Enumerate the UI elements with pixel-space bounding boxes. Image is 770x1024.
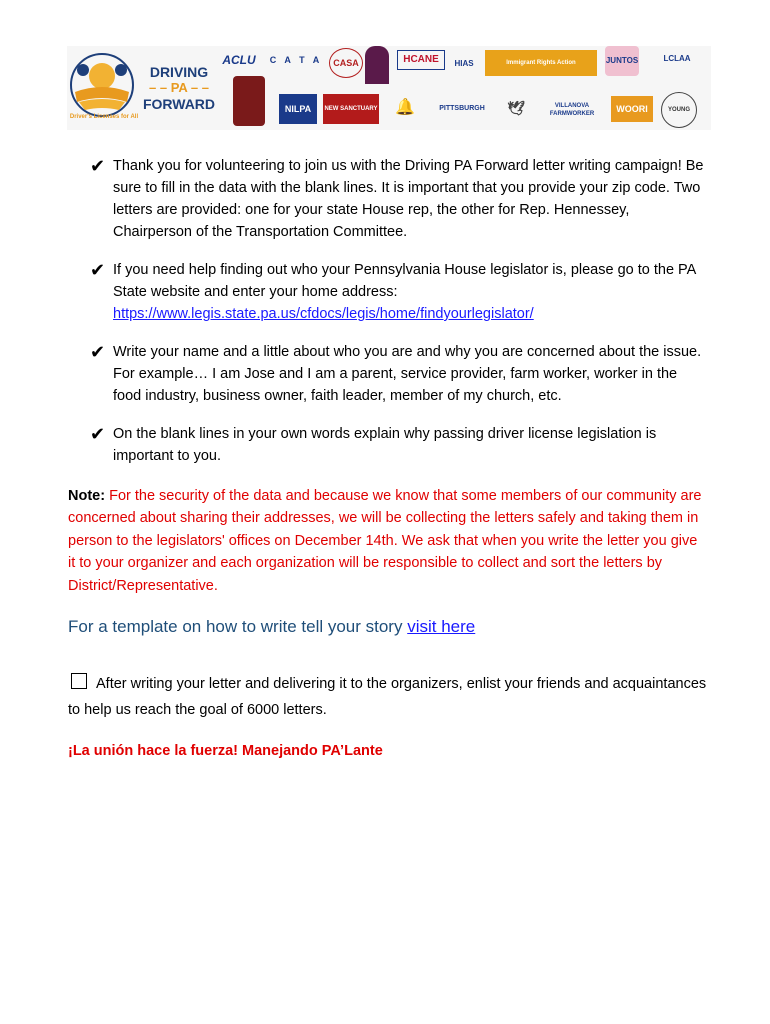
aclu-logo: ACLU xyxy=(222,53,256,67)
bullet-1-text: Thank you for volunteering to join us with the Driving PA Forward letter writing campaign! Be sure to fill in the data with the blank lines. It is important that you provide your zip code. Two letters are provided: one for your state House rep, the other for Rep. Hennessey, Chairperson of the Transportation Committee. xyxy=(113,158,704,240)
casa-logo: CASA xyxy=(329,48,363,78)
church-logo xyxy=(365,46,389,84)
checkmark-icon: ✔ xyxy=(90,156,106,176)
juntos-logo: JUNTOS xyxy=(605,46,639,76)
bullet-2 xyxy=(68,259,708,325)
pfpc-logo: PITTSBURGH xyxy=(439,105,485,112)
visit-here-link[interactable]: visit here xyxy=(407,617,476,637)
bullet-2-text: If you need help finding out who your Pennsylvania House legislator is, please go to the PA State website and enter your home address: xyxy=(113,262,696,300)
bell-logo: 🔔 xyxy=(395,99,415,116)
dove-logo: 🕊 xyxy=(507,100,525,116)
note-label: Note: xyxy=(68,488,106,504)
logo-arc-text: Driver's Licenses for All xyxy=(69,114,139,120)
hias-logo: HIAS xyxy=(454,59,474,68)
instructions-content xyxy=(68,150,708,759)
nsm-logo: NEW SANCTUARY xyxy=(323,94,379,124)
note-text: For the security of the data and because we know that some members of our community are concerned about sharing their addresses, we will be collecting the letters safely and taking them in person to the legislators' offices on December 14th. We ask that when you write the letter you give it to your organizer and each organization will be responsible to collect and sort the letters by District/Representative. xyxy=(68,488,702,594)
checkmark-icon: ✔ xyxy=(90,342,106,362)
bullet-4-text: On the blank lines in your own words explain why passing driver license legislation is important to you. xyxy=(113,426,657,464)
cata-logo: C A T A xyxy=(269,55,323,65)
young-farmers-logo: YOUNG xyxy=(661,92,697,128)
bullet-1 xyxy=(68,155,708,243)
immigrant-rights-logo: Immigrant Rights Action xyxy=(485,50,597,76)
driving-pa-forward-logo xyxy=(69,50,219,126)
after-writing-item xyxy=(68,671,708,723)
template-line xyxy=(68,617,708,637)
checkmark-icon: ✔ xyxy=(90,424,106,444)
find-legislator-link[interactable]: https://www.legis.state.pa.us/cfdocs/legis/home/findyourlegislator/ xyxy=(113,306,534,322)
security-note xyxy=(68,485,708,597)
bullet-3-text: Write your name and a little about who you are and why you are concerned about the issue. For example… I am Jose and I am a parent, service provider, farm worker, worker in the food industry, business owner, faith leader, member of my church, etc. xyxy=(113,344,702,404)
nilpa-logo: NILPA xyxy=(279,94,317,124)
sun-farm-icon xyxy=(69,52,135,118)
logo-line-forward: FORWARD xyxy=(142,96,216,112)
checkmark-icon: ✔ xyxy=(90,260,106,280)
mural-logo xyxy=(233,76,265,126)
woori-logo: WOORI xyxy=(611,96,653,122)
partner-logo-banner xyxy=(67,46,711,130)
logo-line-driving: DRIVING xyxy=(149,64,209,80)
checkbox[interactable] xyxy=(71,673,87,689)
logo-line-pa: – – PA – – xyxy=(149,80,209,95)
villanova-logo: VILLANOVA FARMWORKER xyxy=(549,103,595,117)
hace-logo: HCANE xyxy=(397,50,445,70)
slogan: ¡La unión hace la fuerza! Manejando PA’Lante xyxy=(68,743,383,760)
bullet-4 xyxy=(68,423,708,467)
lclaa-logo: LCLAA xyxy=(663,54,691,63)
template-text: For a template on how to write tell your story xyxy=(68,617,403,637)
after-writing-text: After writing your letter and delivering it to the organizers, enlist your friends and acquaintances to help us reach the goal of 6000 letters. xyxy=(68,676,707,719)
bullet-3 xyxy=(68,341,708,407)
